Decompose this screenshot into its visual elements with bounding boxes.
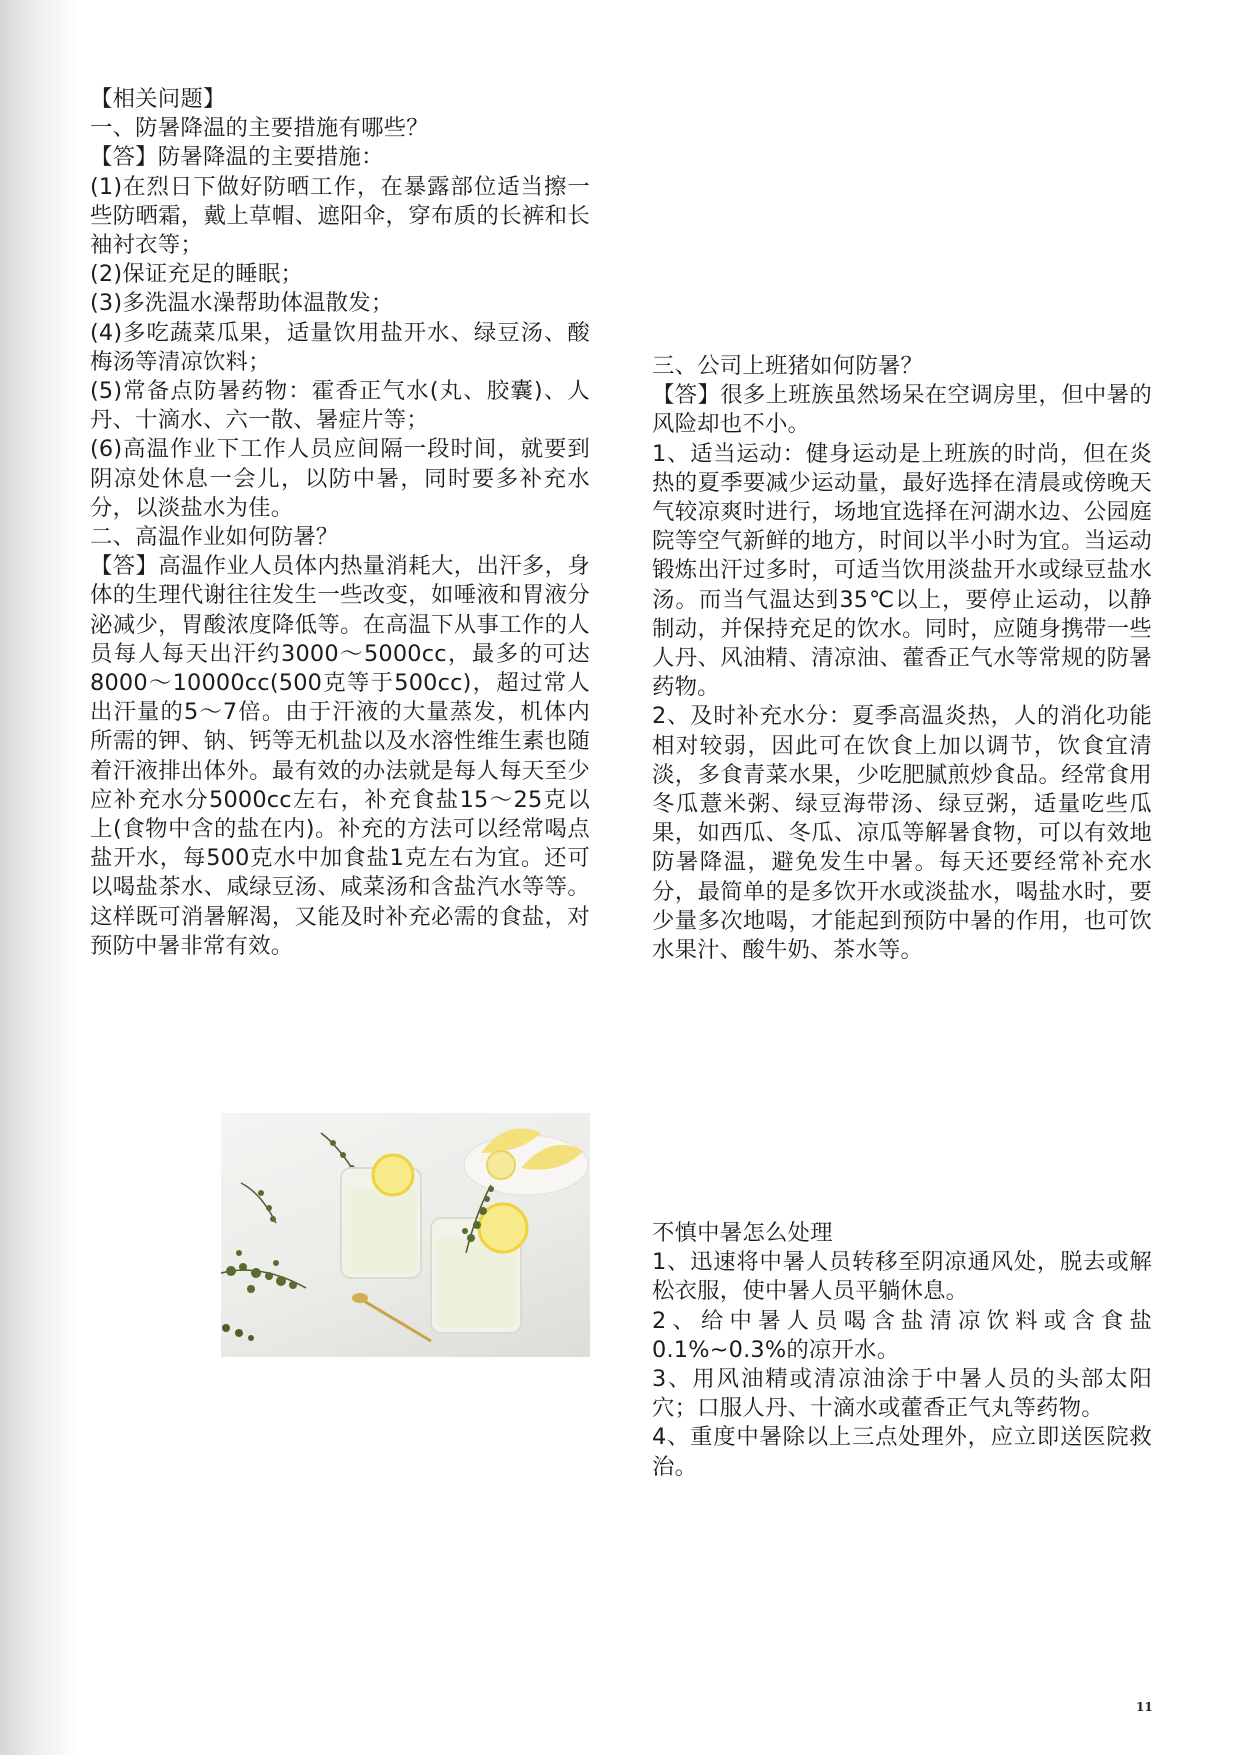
lemonade-photo bbox=[221, 1113, 590, 1357]
paragraph: (1)在烈日下做好防晒工作，在暴露部位适当擦一些防晒霜，戴上草帽、遮阳伞，穿布质的长裤和长袖衬衣等； bbox=[90, 173, 590, 259]
paragraph: 1、适当运动：健身运动是上班族的时尚，但在炎热的夏季要减少运动量，最好选择在清晨或傍晚天气较凉爽时进行，场地宜选择在河湖水边、公园庭院等空气新鲜的地方，时间以半小时为宜。当运动锻炼出汗过多时，可适当饮用淡盐开水或绿豆盐水汤。而当气温达到35℃以上，要停止运动，以静制动，并保持充足的饮水。同时，应随身携带一些人丹、风油精、清凉油、藿香正气水等常规的防暑药物。 bbox=[652, 440, 1152, 701]
paragraph: 4、重度中暑除以上三点处理外，应立即送医院救治。 bbox=[652, 1424, 1152, 1480]
paragraph: 1、迅速将中暑人员转移至阴凉通风处，脱去或解松衣服，使中暑人员平躺休息。 bbox=[652, 1249, 1152, 1305]
paragraph: 【答】很多上班族虽然场呆在空调房里，但中暑的风险却也不小。 bbox=[652, 382, 1152, 438]
paragraph: 三、公司上班猪如何防暑？ bbox=[652, 353, 924, 379]
left-column-text bbox=[90, 85, 590, 961]
paragraph: 不慎中暑怎么处理 bbox=[652, 1220, 833, 1246]
right-column-bottom-text bbox=[652, 1219, 1152, 1482]
right-column-top-text bbox=[652, 352, 1152, 965]
paragraph: 【答】防暑降温的主要措施： bbox=[90, 144, 384, 171]
paragraph: (6)高温作业下工作人员应间隔一段时间，就要到阴凉处休息一会儿，以防中暑，同时要多补充水分，以淡盐水为佳。 bbox=[90, 436, 590, 521]
paragraph: 一、防暑降温的主要措施有哪些？ bbox=[90, 115, 429, 142]
page-edge-shadow bbox=[0, 0, 80, 1755]
paragraph: 【答】高温作业人员体内热量消耗大，出汗多，身体的生理代谢往往发生一些改变，如唾液和胃液分泌减少，胃酸浓度降低等。在高温下从事工作的人员每人每天出汗约3000～5000cc，最多的可达8000～10000cc(500克等于500cc)，超过常人出汗量的5～7倍。由于汗液的大量蒸发，机体内所需的钾、钠、钙等无机盐以及水溶性维生素也随着汗液排出体外。最有效的办法就是每人每天至少应补充水分5000cc左右，补充食盐15～25克以上(食物中含的盐在内)。补充的方法可以经常喝点盐开水，每500克水中加食盐1克左右为宜。还可以喝盐茶水、咸绿豆汤、咸菜汤和含盐汽水等等。这样既可消暑解渴，又能及时补充必需的食盐，对预防中暑非常有效。 bbox=[90, 553, 590, 959]
page-number: 11 bbox=[1136, 1700, 1153, 1714]
paragraph: (3)多洗温水澡帮助体温散发； bbox=[90, 290, 394, 317]
paragraph: 2、及时补充水分：夏季高温炎热，人的消化功能相对较弱，因此可在饮食上加以调节，饮食宜清淡，多食青菜水果，少吃肥腻煎炒食品。经常食用冬瓜薏米粥、绿豆海带汤、绿豆粥，适量吃些瓜果，如西瓜、冬瓜、凉瓜等解暑食物，可以有效地防暑降温，避免发生中暑。每天还要经常补充水分，最简单的是多饮开水或淡盐水，喝盐水时，要少量多次地喝，才能起到预防中暑的作用，也可饮水果汁、酸牛奶、茶水等。 bbox=[652, 703, 1152, 964]
paragraph: 2、给中暑人员喝含盐清凉饮料或含食盐0.1%~0.3%的凉开水。 bbox=[652, 1307, 1152, 1363]
paragraph: (4)多吃蔬菜瓜果，适量饮用盐开水、绿豆汤、酸梅汤等清凉饮料； bbox=[90, 319, 590, 375]
paragraph: 【相关问题】 bbox=[90, 86, 226, 112]
lemonade-illustration bbox=[221, 1113, 590, 1357]
paragraph: (5)常备点防暑药物：霍香正气水(丸、胶囊)、人丹、十滴水、六一散、暑症片等； bbox=[90, 378, 590, 434]
paragraph: 3、用风油精或清凉油涂于中暑人员的头部太阳穴；口服人丹、十滴水或藿香正气丸等药物。 bbox=[652, 1366, 1152, 1422]
paragraph: 二、高温作业如何防暑？ bbox=[90, 524, 339, 551]
paragraph: (2)保证充足的睡眠； bbox=[90, 261, 304, 288]
